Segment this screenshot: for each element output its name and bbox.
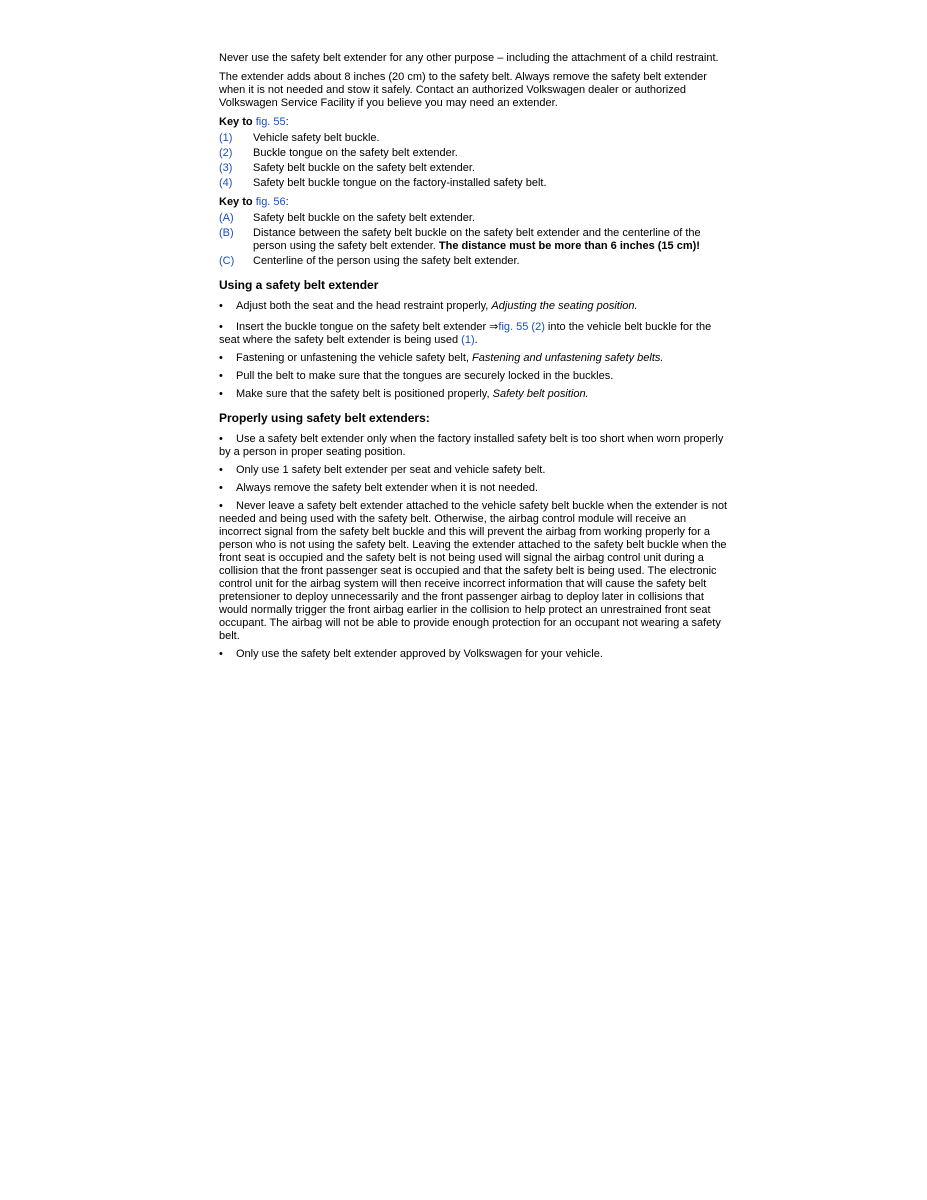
- key-prefix: Key to: [219, 116, 253, 128]
- list-item: • Never leave a safety belt extender attached to the vehicle safety belt buckle when the extender is not needed and being used with the safety belt. Otherwise, the airbag control module will receive an incorrect signal from the safety belt buckle and this will prevent the airbag from working properly for a person who is not using the safety belt. Leaving the extender attached to the safety belt buckle when the front seat is occupied and the safety belt is not being used will signal the airbag control unit during a collision that the front passenger seat is occupied and that the safety belt is being used. The electronic control unit for the airbag system will then receive incorrect information that will cause the safety belt pretensioner to deploy unnecessarily and the front passenger airbag to deploy later in collisions that would normally trigger the front airbag earlier in the collision to help protect an unrestrained front seat occupant. The airbag will not be able to provide enough protection for an occupant not wearing a safety belt.: [219, 500, 728, 642]
- key-code[interactable]: (4): [219, 177, 233, 189]
- fig-55-2-link[interactable]: fig. 55 (2): [498, 321, 545, 333]
- list-item: • Make sure that the safety belt is positioned properly, Safety belt position.: [219, 388, 589, 400]
- section-heading-proper: Properly using safety belt extenders:: [219, 411, 430, 425]
- key-prefix: Key to: [219, 196, 253, 208]
- fig-55-link[interactable]: fig. 55: [255, 116, 286, 128]
- list-item: • Always remove the safety belt extender when it is not needed.: [219, 482, 539, 494]
- key-item: [219, 227, 731, 253]
- key-code[interactable]: (C): [219, 255, 235, 267]
- key-title-fig-55: Key to fig. 55:: [219, 116, 289, 128]
- intro-paragraph-1: Never use the safety belt extender for any other purpose – including the attachment of a child restraint.: [219, 52, 719, 64]
- key-text: Buckle tongue on the safety belt extender.: [253, 147, 458, 159]
- key-text: Safety belt buckle on the safety belt extender.: [253, 212, 475, 224]
- key-item: [219, 212, 731, 225]
- key-title-fig-56: Key to fig. 56:: [219, 196, 289, 208]
- intro-paragraph-2: The extender adds about 8 inches (20 cm) to the safety belt. Always remove the safety belt extender when it is not needed and stow it safely. Contact an authorized Volkswagen dealer or authorized Volkswagen Service Facility if you believe you may need an extender.: [219, 71, 707, 109]
- list-item: • Insert the buckle tongue on the safety belt extender ⇒fig. 55 (2) into the vehicle belt buckle for the seat where the safety belt extender is being used (1).: [219, 321, 712, 346]
- content-column: [219, 52, 731, 666]
- key-code[interactable]: (B): [219, 227, 234, 239]
- fig-56-link[interactable]: fig. 56: [255, 196, 286, 208]
- list-item: • Fastening or unfastening the vehicle safety belt, Fastening and unfastening safety belts.: [219, 352, 664, 364]
- key-fig-55: [219, 116, 731, 190]
- key-text: Vehicle safety belt buckle.: [253, 132, 380, 144]
- cross-reference[interactable]: Adjusting the seating position.: [491, 300, 638, 312]
- key-item: [219, 177, 731, 190]
- key-item: [219, 255, 731, 268]
- key-item: [219, 162, 731, 175]
- key-code[interactable]: (3): [219, 162, 233, 174]
- key-text: Safety belt buckle tongue on the factory-installed safety belt.: [253, 177, 547, 189]
- key-item: [219, 132, 731, 145]
- cross-reference[interactable]: Fastening and unfastening safety belts.: [472, 352, 664, 364]
- list-item: • Only use 1 safety belt extender per seat and vehicle safety belt.: [219, 464, 546, 476]
- list-item: • Pull the belt to make sure that the tongues are securely locked in the buckles.: [219, 370, 614, 382]
- key-item: [219, 147, 731, 160]
- section-heading-using: Using a safety belt extender: [219, 278, 379, 292]
- key-code[interactable]: (A): [219, 212, 234, 224]
- key-text: Distance between the safety belt buckle on the safety belt extender and the centerline of the person using the safety belt extender. The distance must be more than 6 inches (15 cm)!: [253, 227, 701, 252]
- cross-reference[interactable]: Safety belt position.: [492, 388, 589, 400]
- key-text: Centerline of the person using the safety belt extender.: [253, 255, 520, 267]
- list-item: • Adjust both the seat and the head restraint properly, Adjusting the seating position.: [219, 300, 638, 312]
- list-item: • Use a safety belt extender only when the factory installed safety belt is too short when worn properly by a person in proper seating position.: [219, 433, 724, 458]
- key-code[interactable]: (1): [219, 132, 233, 144]
- key-bold-note: The distance must be more than 6 inches (15 cm)!: [438, 240, 700, 252]
- list-item: • Only use the safety belt extender approved by Volkswagen for your vehicle.: [219, 648, 603, 660]
- key-text: Safety belt buckle on the safety belt extender.: [253, 162, 475, 174]
- key-fig-56: [219, 196, 731, 268]
- key-code[interactable]: (2): [219, 147, 233, 159]
- item-1-link[interactable]: (1): [461, 334, 475, 346]
